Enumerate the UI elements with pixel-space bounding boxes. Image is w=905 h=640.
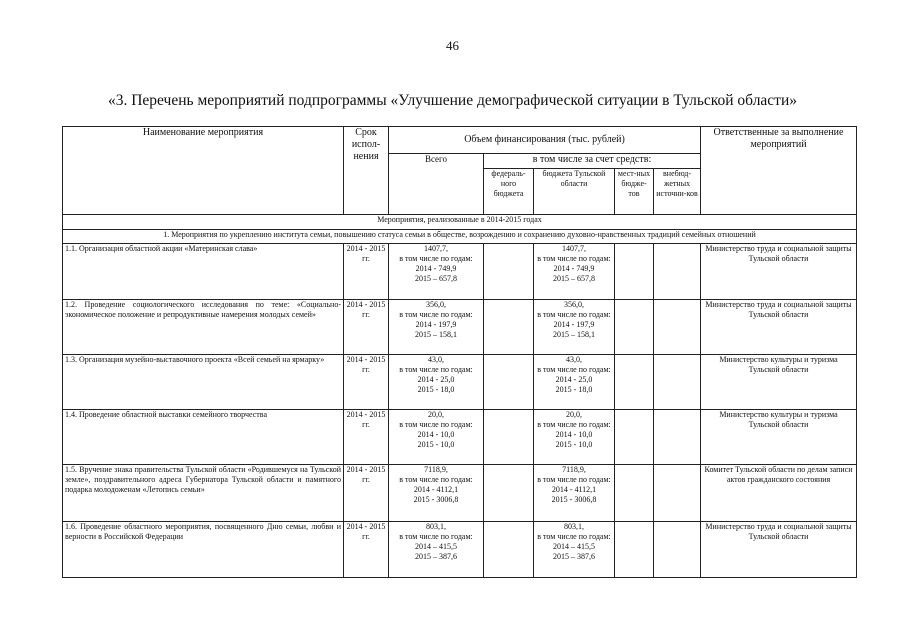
table-row: [63, 522, 857, 578]
row-federal: [484, 355, 534, 410]
header-local: мест-ных бюдже-тов: [615, 169, 654, 215]
activities-table: [62, 126, 857, 578]
row-local: [615, 300, 654, 355]
row-local: [615, 465, 654, 522]
row-term: 2014 - 2015 гг.: [344, 410, 389, 465]
row-extra: [654, 244, 701, 300]
table-row: [63, 465, 857, 522]
row-term: 2014 - 2015 гг.: [344, 300, 389, 355]
table-row: [63, 244, 857, 300]
row-name: 1.1. Организация областной акции «Материнская слава»: [63, 244, 344, 300]
row-extra: [654, 465, 701, 522]
row-total: 43,0, в том числе по годам: 2014 - 25,0 2015 - 18,0: [389, 355, 484, 410]
row-local: [615, 410, 654, 465]
row-term: 2014 - 2015 гг.: [344, 355, 389, 410]
row-total: 1407,7, в том числе по годам: 2014 - 749,9 2015 – 657,8: [389, 244, 484, 300]
row-regional: 7118,9, в том числе по годам: 2014 - 4112,1 2015 - 3006,8: [534, 465, 615, 522]
row-total: 20,0, в том числе по годам: 2014 - 10,0 2015 - 10,0: [389, 410, 484, 465]
header-regional: бюджета Тульской области: [534, 169, 615, 215]
row-responsible: Министерство труда и социальной защиты Тульской области: [701, 300, 857, 355]
row-local: [615, 522, 654, 578]
row-local: [615, 355, 654, 410]
subsection-title: 1. Мероприятия по укреплению института семьи, повышению статуса семьи в обществе, возрождению и сохранению духовно-нравственных традиций семейных отношений: [63, 230, 857, 244]
row-federal: [484, 300, 534, 355]
row-extra: [654, 410, 701, 465]
header-extra: внебюд-жетных источни-ков: [654, 169, 701, 215]
section-title: Мероприятия, реализованные в 2014-2015 годах: [63, 215, 857, 230]
header-total: Всего: [389, 154, 484, 215]
row-responsible: Министерство труда и социальной защиты Тульской области: [701, 522, 857, 578]
row-name: 1.6. Проведение областного мероприятия, посвященного Дню семьи, любви и верности в Российской Федерации: [63, 522, 344, 578]
row-total: 7118,9, в том числе по годам: 2014 - 4112,1 2015 - 3006,8: [389, 465, 484, 522]
row-extra: [654, 300, 701, 355]
header-name: Наименование мероприятия: [63, 127, 344, 215]
header-term: Срок испол-нения: [344, 127, 389, 215]
row-regional: 1407,7, в том числе по годам: 2014 - 749,9 2015 – 657,8: [534, 244, 615, 300]
row-regional: 356,0, в том числе по годам: 2014 - 197,9 2015 – 158,1: [534, 300, 615, 355]
header-row-1: [63, 127, 857, 154]
row-total: 803,1, в том числе по годам: 2014 – 415,5 2015 – 387,6: [389, 522, 484, 578]
row-federal: [484, 410, 534, 465]
row-extra: [654, 355, 701, 410]
row-responsible: Министерство культуры и туризма Тульской области: [701, 355, 857, 410]
row-regional: 43,0, в том числе по годам: 2014 - 25,0 2015 - 18,0: [534, 355, 615, 410]
row-name: 1.5. Вручение знака правительства Тульской области «Родившемуся на Тульской земле», поздравительного адреса Губернатора Тульской области и памятного подарка молодоженам «Летопись семьи»: [63, 465, 344, 522]
header-federal: федераль-ного бюджета: [484, 169, 534, 215]
row-responsible: Министерство культуры и туризма Тульской области: [701, 410, 857, 465]
row-extra: [654, 522, 701, 578]
row-federal: [484, 465, 534, 522]
header-funding: Объем финансирования (тыс. рублей): [389, 127, 701, 154]
row-term: 2014 - 2015 гг.: [344, 465, 389, 522]
row-regional: 803,1, в том числе по годам: 2014 – 415,5 2015 – 387,6: [534, 522, 615, 578]
row-name: 1.2. Проведение социологического исследования по теме: «Социально-экономическое положение и репродуктивные намерения молодых семей»: [63, 300, 344, 355]
page-number: 46: [446, 38, 459, 53]
table-row: [63, 355, 857, 410]
row-responsible: Комитет Тульской области по делам записи актов гражданского состояния: [701, 465, 857, 522]
page-title: «3. Перечень мероприятий подпрограммы «Улучшение демографической ситуации в Тульской области»: [107, 92, 798, 109]
row-federal: [484, 244, 534, 300]
subsection-row: [63, 230, 857, 244]
row-responsible: Министерство труда и социальной защиты Тульской области: [701, 244, 857, 300]
table-row: [63, 410, 857, 465]
row-term: 2014 - 2015 гг.: [344, 244, 389, 300]
table-row: [63, 300, 857, 355]
header-responsible: Ответственные за выполнение мероприятий: [701, 127, 857, 215]
row-regional: 20,0, в том числе по годам: 2014 - 10,0 2015 - 10,0: [534, 410, 615, 465]
row-total: 356,0, в том числе по годам: 2014 - 197,9 2015 – 158,1: [389, 300, 484, 355]
row-name: 1.3. Организация музейно-выставочного проекта «Всей семьей на ярмарку»: [63, 355, 344, 410]
row-name: 1.4. Проведение областной выставки семейного творчества: [63, 410, 344, 465]
header-including: в том числе за счет средств:: [484, 154, 701, 169]
row-local: [615, 244, 654, 300]
row-term: 2014 - 2015 гг.: [344, 522, 389, 578]
row-federal: [484, 522, 534, 578]
section-row: [63, 215, 857, 230]
